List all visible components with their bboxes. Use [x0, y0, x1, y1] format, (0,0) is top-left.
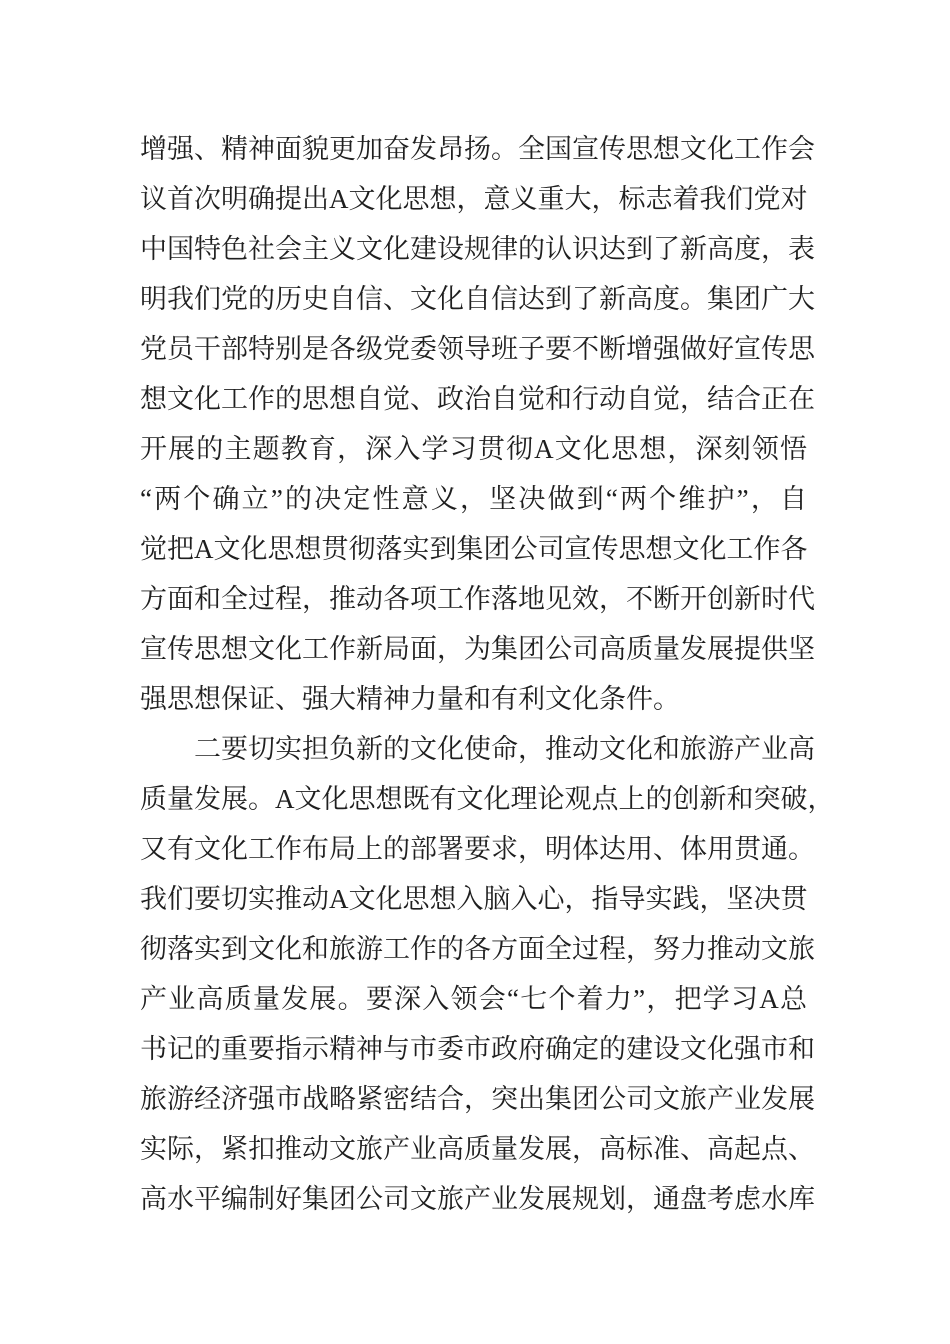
text-line: 实际，紧扣推动文旅产业高质量发展，高标准、高起点、 [140, 1134, 815, 1164]
text-line: 议首次明确提出A文化思想，意义重大，标志着我们党对 [140, 184, 808, 214]
text-line: 增强、精神面貌更加奋发昂扬。全国宣传思想文化工作会 [140, 134, 815, 164]
text-line: “两个确立”的决定性意义，坚决做到“两个维护”，自 [140, 484, 807, 514]
text-line: 质量发展。A文化思想既有文化理论观点上的创新和突破， [140, 784, 835, 814]
text-line: 强思想保证、强大精神力量和有利文化条件。 [140, 684, 680, 714]
text-line: 二要切实担负新的文化使命，推动文化和旅游产业高 [194, 734, 815, 764]
text-line: 明我们党的历史自信、文化自信达到了新高度。集团广大 [140, 284, 815, 314]
text-line: 高水平编制好集团公司文旅产业发展规划，通盘考虑水库 [140, 1184, 815, 1214]
text-line: 我们要切实推动A文化思想入脑入心，指导实践，坚决贯 [140, 884, 808, 914]
text-line: 产业高质量发展。要深入领会“七个着力”，把学习A总 [140, 984, 807, 1014]
text-line: 觉把A文化思想贯彻落实到集团公司宣传思想文化工作各 [140, 534, 808, 564]
text-line: 方面和全过程，推动各项工作落地见效，不断开创新时代 [140, 584, 815, 614]
paragraph-2 [140, 724, 835, 1224]
text-line: 宣传思想文化工作新局面，为集团公司高质量发展提供坚 [140, 634, 815, 664]
paragraph-1 [140, 124, 815, 724]
text-line: 书记的重要指示精神与市委市政府确定的建设文化强市和 [140, 1034, 815, 1064]
text-line: 彻落实到文化和旅游工作的各方面全过程，努力推动文旅 [140, 934, 815, 964]
text-line: 中国特色社会主义文化建设规律的认识达到了新高度，表 [140, 234, 815, 264]
text-line: 想文化工作的思想自觉、政治自觉和行动自觉，结合正在 [140, 384, 815, 414]
document-body [140, 124, 835, 1224]
text-line: 旅游经济强市战略紧密结合，突出集团公司文旅产业发展 [140, 1084, 815, 1114]
text-line: 党员干部特别是各级党委领导班子要不断增强做好宣传思 [140, 334, 815, 364]
text-line: 开展的主题教育，深入学习贯彻A文化思想，深刻领悟 [140, 434, 807, 464]
text-line: 又有文化工作布局上的部署要求，明体达用、体用贯通。 [140, 834, 815, 864]
